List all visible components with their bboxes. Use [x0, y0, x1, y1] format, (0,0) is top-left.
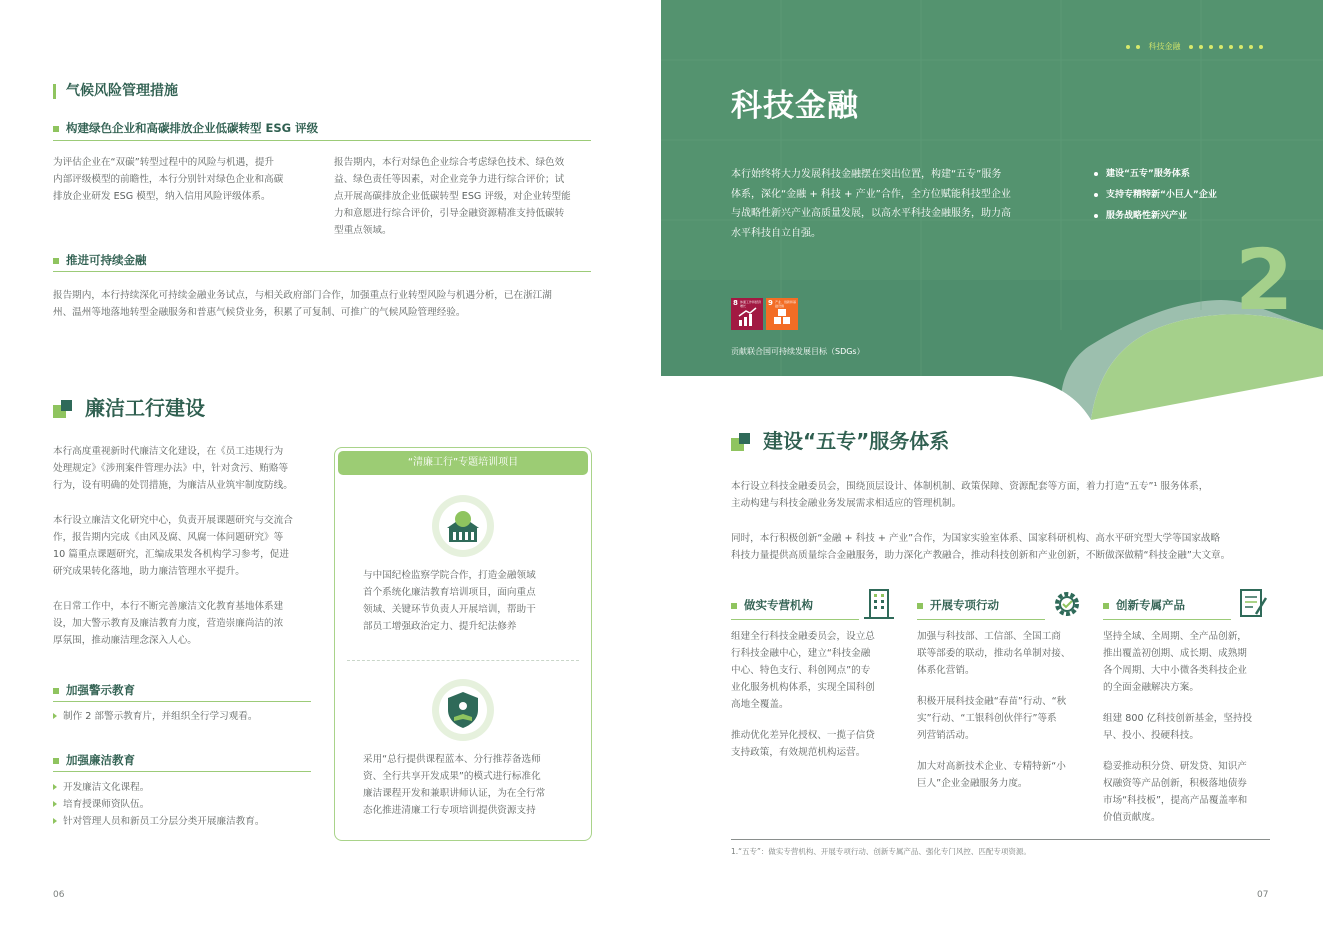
text-line: 权融资等产品创新，积极落地债券: [1103, 778, 1247, 789]
section-label-text: 科技金融: [1148, 42, 1181, 51]
climate-section-title: [53, 80, 178, 100]
training-text-2: [363, 751, 585, 819]
section-logo-icon: [53, 400, 73, 420]
text-line: 部员工增强政治定力、提升纪法修养: [363, 621, 517, 632]
clean-education-title-text: 加强廉洁教育: [66, 753, 135, 767]
text-line: 处理规定》《涉刑案件管理办法》中，针对贪污、贿赂等: [53, 463, 289, 474]
right-page: [661, 0, 1323, 936]
dot: [1249, 45, 1253, 49]
training-project-box: [334, 447, 592, 841]
integrity-section-title: [53, 392, 205, 421]
text-line: 支持政策，有效规范机构运营。: [731, 747, 866, 758]
divider: [53, 771, 311, 772]
text-line: 本行高度重视新时代廉洁文化建设，在《员工违规行为: [53, 446, 284, 457]
square-bullet: [53, 126, 59, 132]
list-item: [1094, 185, 1217, 206]
training-text-1: [363, 567, 583, 635]
gear-icon: [1049, 586, 1085, 622]
column-title-text: 做实专营机构: [744, 598, 813, 612]
text-line: 本行始终将大力发展科技金融摆在突出位置，构建“五专”服务: [731, 169, 1002, 180]
square-bullet: [731, 603, 737, 609]
text-line: 报告期内，本行持续深化可持续金融业务试点，与相关政府部门合作，加强重点行业转型风险与机遇分析，已在浙江湖: [53, 290, 552, 301]
text-line: 点开展高碳排放企业低碳转型 ESG 评级，对企业转型能: [334, 191, 571, 202]
text-line: 力和意愿进行综合评价，引导金融资源精准支持低碳转: [334, 208, 565, 219]
sustainable-finance-subtitle-text: 推进可持续金融: [66, 253, 147, 267]
text-line: 为评估企业在“双碳”转型过程中的风险与机遇，提升: [53, 157, 275, 168]
text-line: 态化推进清廉工行专项培训提供资源支持: [363, 805, 536, 816]
chapter-bullets: [1094, 164, 1217, 227]
column-title-actions: [917, 597, 999, 613]
dot: [1126, 45, 1130, 49]
text-line: 组建 800 亿科技创新基金，坚持投: [1103, 713, 1253, 724]
five-special-para-1: [731, 478, 1276, 512]
dot-bullet: [1094, 193, 1098, 197]
text-line: 领域、关键环节负责人开展培训，帮助干: [363, 604, 536, 615]
list-item: [53, 779, 321, 796]
dot: [1199, 45, 1203, 49]
text-line: 资、全行共享开发成果”的模式进行标准化: [363, 771, 541, 782]
chapter-intro: [731, 165, 1071, 243]
list-item-text: 服务战略性新兴产业: [1106, 211, 1188, 221]
integrity-para-2: [53, 512, 321, 580]
integrity-title-text: 廉洁工行建设: [85, 396, 205, 420]
square-bullet: [53, 758, 59, 764]
divider: [917, 619, 1045, 620]
warning-education-list: [53, 708, 321, 725]
sdg-caption: 贡献联合国可持续发展目标（SDGs）: [731, 347, 865, 356]
sdg-9-badge: [766, 298, 798, 330]
text-line: 体系，深化“金融 + 科技 + 产业”合作，全方位赋能科技型企业: [731, 188, 1011, 200]
chapter-title: 科技金融: [731, 88, 859, 124]
esg-rating-subtitle: [53, 120, 318, 136]
divider: [731, 619, 859, 620]
integrity-para-1: [53, 443, 321, 494]
list-item: [1094, 206, 1217, 227]
text-line: 水平科技自立自强。: [731, 227, 821, 239]
dot: [1189, 45, 1193, 49]
column-title-text: 开展专项行动: [930, 598, 999, 612]
section-logo-icon: [731, 433, 751, 453]
divider: [53, 140, 591, 141]
text-line: 的全面金融解决方案。: [1103, 682, 1199, 693]
esg-col2: [334, 154, 596, 239]
list-item: [53, 796, 321, 813]
text-line: 主动构建与科技金融业务发展需求相适应的管理机制。: [731, 498, 962, 509]
building-icon: [862, 586, 896, 622]
chapter-number: 2: [1235, 231, 1294, 329]
text-line: 各个周期、大中小微各类科技企业: [1103, 665, 1247, 676]
list-item: [53, 708, 321, 725]
text-line: 同时，本行积极创新“金融 + 科技 + 产业”合作，为国家实验室体系、国家科研机构、高水平研究型大学等国家战略: [731, 533, 1221, 544]
text-line: 高地全覆盖。: [731, 699, 789, 710]
sustainable-finance-text: [53, 287, 598, 321]
text-line: 列营销活动。: [917, 730, 975, 741]
triangle-bullet-icon: [53, 713, 57, 719]
text-line: 加强与科技部、工信部、全国工商: [917, 631, 1061, 642]
text-line: 廉洁课程开发和兼职讲师认证，为在全行常: [363, 788, 546, 799]
text-line: 实”行动、“工银科创伙伴行”等系: [917, 713, 1057, 724]
esg-col1: [53, 154, 321, 205]
sdg-number: 8: [733, 299, 738, 307]
dot: [1229, 45, 1233, 49]
growth-chart-icon: [731, 298, 763, 330]
dot: [1219, 45, 1223, 49]
text-line: 益、绿色责任等因素，对企业竞争力进行综合评价；试: [334, 174, 565, 185]
text-line: 巨人”企业金融服务力度。: [917, 778, 1028, 789]
section-label-row: [1123, 41, 1266, 52]
text-line: 内部评级模型的前瞻性，本行分别针对绿色企业和高碳: [53, 174, 284, 185]
chapter-banner: [661, 0, 1323, 420]
column-products-text: [1103, 628, 1278, 826]
five-special-title: [731, 425, 949, 454]
clean-education-list: [53, 779, 321, 830]
text-line: 行为，设有明确的处罚措施，为廉洁从业筑牢制度防线。: [53, 480, 293, 491]
text-line: 报告期内，本行对绿色企业综合考虑绿色技术、绿色效: [334, 157, 565, 168]
footnote-divider: [731, 839, 1270, 840]
dot-bullet: [1094, 172, 1098, 176]
five-special-para-2: [731, 530, 1276, 564]
footnote: 1.“五专”：做实专营机构、开展专项行动、创新专属产品、强化专门风控、匹配专项资源。: [731, 847, 1031, 856]
text-line: 排放企业研发 ESG 模型，纳入信用风险评级体系。: [53, 191, 271, 202]
document-icon: [1236, 586, 1270, 622]
climate-title-text: 气候风险管理措施: [66, 83, 178, 99]
text-line: 推动优化差异化授权、一揽子信贷: [731, 730, 875, 741]
text-line: 在日常工作中，本行不断完善廉洁文化教育基地体系建: [53, 601, 284, 612]
left-page: [0, 0, 661, 936]
text-line: 价值贡献度。: [1103, 812, 1161, 823]
text-line: 行科技金融中心，建立“科技金融: [731, 648, 871, 659]
text-line: 研究成果转化落地，助力廉洁管理水平提升。: [53, 566, 245, 577]
text-line: 加大对高新技术企业、专精特新“小: [917, 761, 1066, 772]
text-line: 首个系统化廉洁教育培训项目，面向重点: [363, 587, 536, 598]
text-line: 稳妥推动积分贷、研发贷、知识产: [1103, 761, 1247, 772]
triangle-bullet-icon: [53, 801, 57, 807]
list-item: [1094, 164, 1217, 185]
list-item: [53, 813, 321, 830]
text-line: 市场“科技板”，提高产品覆盖率和: [1103, 795, 1248, 806]
column-title-institutions: [731, 597, 813, 613]
column-title-text: 创新专属产品: [1116, 598, 1185, 612]
text-line: 积极开展科技金融“春苗”行动、“秋: [917, 696, 1067, 707]
sdg-number: 9: [768, 299, 773, 307]
square-bullet: [53, 688, 59, 694]
heading-bar: [53, 84, 56, 99]
text-line: 科技力量提供高质量综合金融服务，助力深化产教融合，推动科技创新和产业创新，不断做深做精“科技金融”大文章。: [731, 550, 1231, 561]
divider: [53, 271, 591, 272]
triangle-bullet-icon: [53, 784, 57, 790]
building-tree-icon: [432, 495, 494, 557]
text-line: 中心、特色支行、科创网点”的专: [731, 665, 871, 676]
text-line: 本行设立廉洁文化研究中心，负责开展课题研究与交流合: [53, 515, 293, 526]
dot: [1259, 45, 1263, 49]
text-line: 体系化营销。: [917, 665, 975, 676]
warning-education-title-text: 加强警示教育: [66, 683, 135, 697]
divider: [53, 701, 311, 702]
sdg-8-badge: [731, 298, 763, 330]
shield-book-icon: [432, 679, 494, 741]
list-item-text: 开发廉洁文化课程。: [63, 782, 150, 793]
text-line: 本行设立科技金融委员会，围绕顶层设计、体制机制、政策保障、资源配套等方面，着力打造“五专”¹ 服务体系，: [731, 481, 1209, 492]
text-line: 坚持全域、全周期、全产品创新，: [1103, 631, 1247, 642]
esg-rating-subtitle-text: 构建绿色企业和高碳排放企业低碳转型 ESG 评级: [66, 121, 319, 135]
list-item-text: 针对管理人员和新员工分层分类开展廉洁教育。: [63, 816, 265, 827]
training-project-header: “清廉工行”专题培训项目: [338, 451, 588, 475]
text-line: 厚氛围，推动廉洁理念深入人心。: [53, 635, 197, 646]
dotted-divider: [347, 660, 579, 661]
text-line: 业化服务机构体系，实现全国科创: [731, 682, 875, 693]
square-bullet: [1103, 603, 1109, 609]
list-item-text: 制作 2 部警示教育片，并组织全行学习观看。: [63, 711, 258, 722]
cubes-icon: [766, 298, 798, 330]
text-line: 早、投小、投硬科技。: [1103, 730, 1199, 741]
list-item-text: 建设“五专”服务体系: [1106, 169, 1190, 179]
clean-education-subtitle: [53, 752, 135, 768]
list-item-text: 支持专精特新“小巨人”企业: [1106, 190, 1217, 200]
square-bullet: [917, 603, 923, 609]
integrity-para-3: [53, 598, 321, 649]
column-actions-text: [917, 628, 1092, 792]
dot: [1209, 45, 1213, 49]
five-special-title-text: 建设“五专”服务体系: [763, 429, 950, 453]
text-line: 设，加大警示教育及廉洁教育力度，营造崇廉尚洁的浓: [53, 618, 284, 629]
sdg-label: 产业、创新和基础设施: [775, 300, 797, 308]
square-bullet: [53, 258, 59, 264]
text-line: 与中国纪检监察学院合作，打造金融领域: [363, 570, 536, 581]
page-number-left: 06: [53, 890, 65, 900]
sustainable-finance-subtitle: [53, 252, 147, 268]
sdg-label: 体面工作和经济增长: [740, 300, 762, 308]
dot: [1239, 45, 1243, 49]
text-line: 10 篇重点课题研究，汇编成果发各机构学习参考，促进: [53, 549, 289, 560]
text-line: 州、温州等地落地转型金融服务和普惠气候贷业务，积累了可复制、可推广的气候风险管理经验。: [53, 307, 466, 318]
column-title-products: [1103, 597, 1185, 613]
dot: [1136, 45, 1140, 49]
text-line: 型重点领域。: [334, 225, 392, 236]
text-line: 组建全行科技金融委员会，设立总: [731, 631, 875, 642]
warning-education-subtitle: [53, 682, 135, 698]
list-item-text: 培育授课师资队伍。: [63, 799, 150, 810]
triangle-bullet-icon: [53, 818, 57, 824]
text-line: 联等部委的联动，推动名单制对接、: [917, 648, 1071, 659]
text-line: 采用“总行提供课程蓝本、分行推荐备选师: [363, 754, 541, 765]
text-line: 推出覆盖初创期、成长期、成熟期: [1103, 648, 1247, 659]
column-institutions-text: [731, 628, 906, 761]
text-line: 与战略性新兴产业高质量发展，以高水平科技金融服务，助力高: [731, 208, 1011, 219]
text-line: 作，报告期内完成《由风及腐、风腐一体问题研究》等: [53, 532, 284, 543]
divider: [1103, 619, 1231, 620]
dot-bullet: [1094, 214, 1098, 218]
page-number-right: 07: [1257, 890, 1269, 900]
